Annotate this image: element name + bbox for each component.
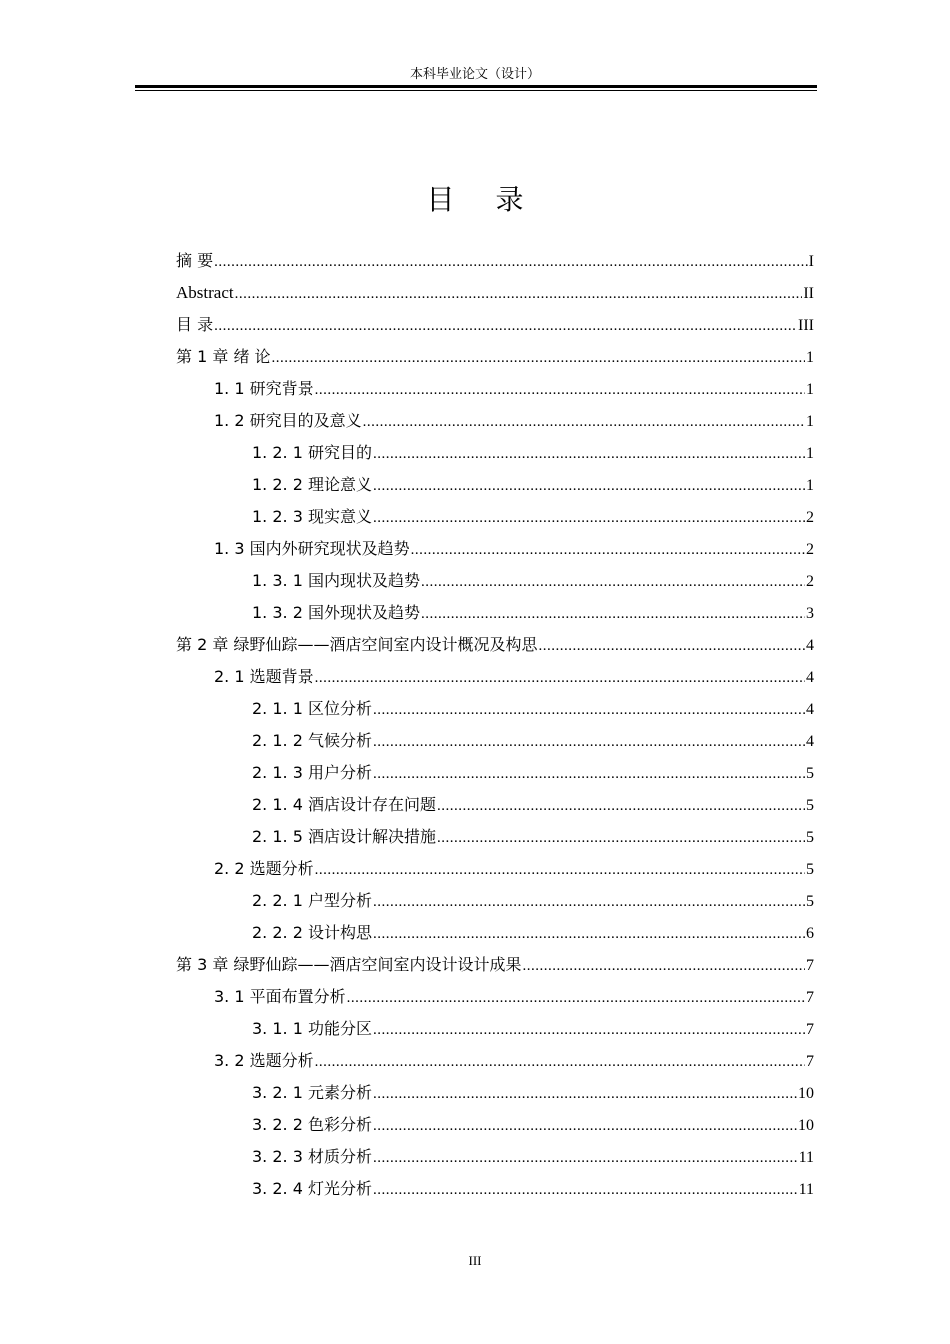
toc-entry-page: 1	[806, 381, 814, 398]
toc-dot-leader	[373, 918, 805, 949]
toc-entry-page: 5	[806, 861, 814, 878]
toc-entry-label: Abstract	[176, 283, 234, 302]
toc-dot-leader	[373, 886, 805, 917]
toc-entry-page: 2	[806, 509, 814, 526]
toc-entry-page: 5	[806, 765, 814, 782]
toc-entry-page: 7	[806, 957, 814, 974]
toc-entry-label: 1. 2. 3 现实意义	[252, 507, 372, 526]
toc-entry[interactable]	[176, 565, 814, 597]
toc-entry-page: 2	[806, 573, 814, 590]
toc-entry-page: II	[803, 285, 814, 302]
toc-entry-page: 5	[806, 893, 814, 910]
toc-entry-page: 11	[798, 1181, 814, 1198]
toc-dot-leader	[437, 790, 805, 821]
toc-entry-label: 1. 2. 2 理论意义	[252, 475, 372, 494]
toc-entry-page: 7	[806, 1021, 814, 1038]
toc-dot-leader	[373, 1174, 798, 1205]
toc-dot-leader	[373, 1078, 797, 1109]
toc-entry-label: 3. 1. 1 功能分区	[252, 1019, 372, 1038]
toc-entry[interactable]	[176, 789, 814, 821]
toc-dot-leader	[363, 406, 805, 437]
toc-entry[interactable]	[176, 1141, 814, 1173]
toc-entry-label: 1. 2 研究目的及意义	[214, 411, 362, 430]
toc-dot-leader	[315, 374, 805, 405]
toc-entry-page: 1	[806, 477, 814, 494]
toc-entry-label: 3. 2. 2 色彩分析	[252, 1115, 372, 1134]
toc-entry-label: 3. 1 平面布置分析	[214, 987, 346, 1006]
toc-dot-leader	[315, 1046, 805, 1077]
toc-entry-page: 1	[806, 349, 814, 366]
toc-entry[interactable]	[176, 373, 814, 405]
toc-dot-leader	[411, 534, 805, 565]
toc-entry-page: 2	[806, 541, 814, 558]
toc-entry-label: 2. 1. 2 气候分析	[252, 731, 372, 750]
toc-entry-label: 2. 1. 4 酒店设计存在问题	[252, 795, 436, 814]
toc-entry[interactable]	[176, 629, 814, 661]
toc-entry[interactable]	[176, 725, 814, 757]
toc-entry-label: 目 录	[176, 315, 214, 334]
toc-entry-page: 10	[798, 1085, 814, 1102]
toc-dot-leader	[373, 502, 805, 533]
table-of-contents	[176, 245, 814, 1205]
toc-entry[interactable]	[176, 757, 814, 789]
toc-dot-leader	[437, 822, 805, 853]
toc-dot-leader	[315, 662, 805, 693]
toc-entry-page: 4	[806, 701, 814, 718]
toc-entry-label: 1. 3. 1 国内现状及趋势	[252, 571, 420, 590]
toc-dot-leader	[214, 246, 808, 277]
toc-entry-label: 1. 1 研究背景	[214, 379, 314, 398]
toc-entry[interactable]	[176, 597, 814, 629]
toc-entry-label: 1. 3. 2 国外现状及趋势	[252, 603, 420, 622]
toc-dot-leader	[235, 278, 803, 309]
toc-dot-leader	[538, 630, 805, 661]
toc-entry[interactable]	[176, 533, 814, 565]
running-header: 本科毕业论文（设计）	[409, 67, 540, 82]
toc-entry-label: 3. 2. 4 灯光分析	[252, 1179, 372, 1198]
toc-entry-label: 2. 1. 3 用户分析	[252, 763, 372, 782]
toc-entry-label: 2. 1 选题背景	[214, 667, 314, 686]
toc-entry-page: 1	[806, 413, 814, 430]
toc-entry[interactable]	[176, 661, 814, 693]
toc-dot-leader	[347, 982, 805, 1013]
header-rule-thin	[135, 90, 817, 91]
toc-entry-page: 1	[806, 445, 814, 462]
toc-entry-label: 2. 1. 1 区位分析	[252, 699, 372, 718]
toc-entry[interactable]	[176, 341, 814, 373]
toc-entry-page: 7	[806, 989, 814, 1006]
toc-entry-page: 3	[806, 605, 814, 622]
page-number: III	[468, 1253, 482, 1268]
toc-dot-leader	[421, 598, 805, 629]
toc-entry[interactable]	[176, 309, 814, 341]
toc-entry[interactable]	[176, 405, 814, 437]
toc-entry-page: I	[808, 253, 814, 270]
toc-entry-page: 10	[798, 1117, 814, 1134]
toc-entry[interactable]	[176, 885, 814, 917]
toc-entry-page: 4	[806, 637, 814, 654]
toc-entry[interactable]	[176, 501, 814, 533]
toc-dot-leader	[373, 1142, 798, 1173]
toc-dot-leader	[373, 758, 805, 789]
toc-entry-page: 4	[806, 733, 814, 750]
toc-dot-leader	[272, 342, 805, 373]
toc-entry-label: 2. 2. 2 设计构思	[252, 923, 372, 942]
toc-entry-page: 6	[806, 925, 814, 942]
toc-entry-label: 3. 2 选题分析	[214, 1051, 314, 1070]
toc-entry-label: 3. 2. 3 材质分析	[252, 1147, 372, 1166]
toc-entry[interactable]	[176, 1173, 814, 1205]
toc-entry[interactable]	[176, 693, 814, 725]
toc-entry[interactable]	[176, 277, 814, 309]
toc-entry-label: 3. 2. 1 元素分析	[252, 1083, 372, 1102]
toc-entry-label: 第 2 章 绿野仙踪——酒店空间室内设计概况及构思	[176, 635, 538, 654]
toc-dot-leader	[373, 694, 805, 725]
header-rule	[135, 85, 817, 88]
toc-dot-leader	[421, 566, 805, 597]
toc-entry[interactable]	[176, 437, 814, 469]
toc-dot-leader	[522, 950, 805, 981]
toc-entry-label: 2. 2 选题分析	[214, 859, 314, 878]
toc-entry[interactable]	[176, 245, 814, 277]
toc-entry[interactable]	[176, 1109, 814, 1141]
toc-dot-leader	[315, 854, 805, 885]
toc-entry-label: 2. 2. 1 户型分析	[252, 891, 372, 910]
toc-dot-leader	[373, 1014, 805, 1045]
toc-entry[interactable]	[176, 821, 814, 853]
toc-entry-page: 11	[798, 1149, 814, 1166]
toc-entry[interactable]	[176, 949, 814, 981]
toc-entry[interactable]	[176, 1077, 814, 1109]
toc-dot-leader	[373, 726, 805, 757]
toc-dot-leader	[373, 1110, 797, 1141]
toc-entry-label: 1. 3 国内外研究现状及趋势	[214, 539, 410, 558]
toc-entry-page: 7	[806, 1053, 814, 1070]
toc-entry[interactable]	[176, 1013, 814, 1045]
toc-entry-page: 5	[806, 797, 814, 814]
toc-title: 目 录	[426, 183, 540, 216]
toc-entry-label: 1. 2. 1 研究目的	[252, 443, 372, 462]
toc-dot-leader	[373, 438, 805, 469]
toc-entry-label: 第 3 章 绿野仙踪——酒店空间室内设计设计成果	[176, 955, 522, 974]
toc-entry-page: III	[798, 317, 814, 334]
toc-entry[interactable]	[176, 981, 814, 1013]
toc-dot-leader	[214, 310, 797, 341]
toc-entry[interactable]	[176, 1045, 814, 1077]
toc-entry-page: 4	[806, 669, 814, 686]
toc-entry-label: 2. 1. 5 酒店设计解决措施	[252, 827, 436, 846]
toc-entry-label: 摘 要	[176, 251, 214, 270]
toc-entry[interactable]	[176, 469, 814, 501]
toc-entry[interactable]	[176, 917, 814, 949]
toc-dot-leader	[373, 470, 805, 501]
toc-entry-page: 5	[806, 829, 814, 846]
toc-entry[interactable]	[176, 853, 814, 885]
toc-entry-label: 第 1 章 绪 论	[176, 347, 271, 366]
